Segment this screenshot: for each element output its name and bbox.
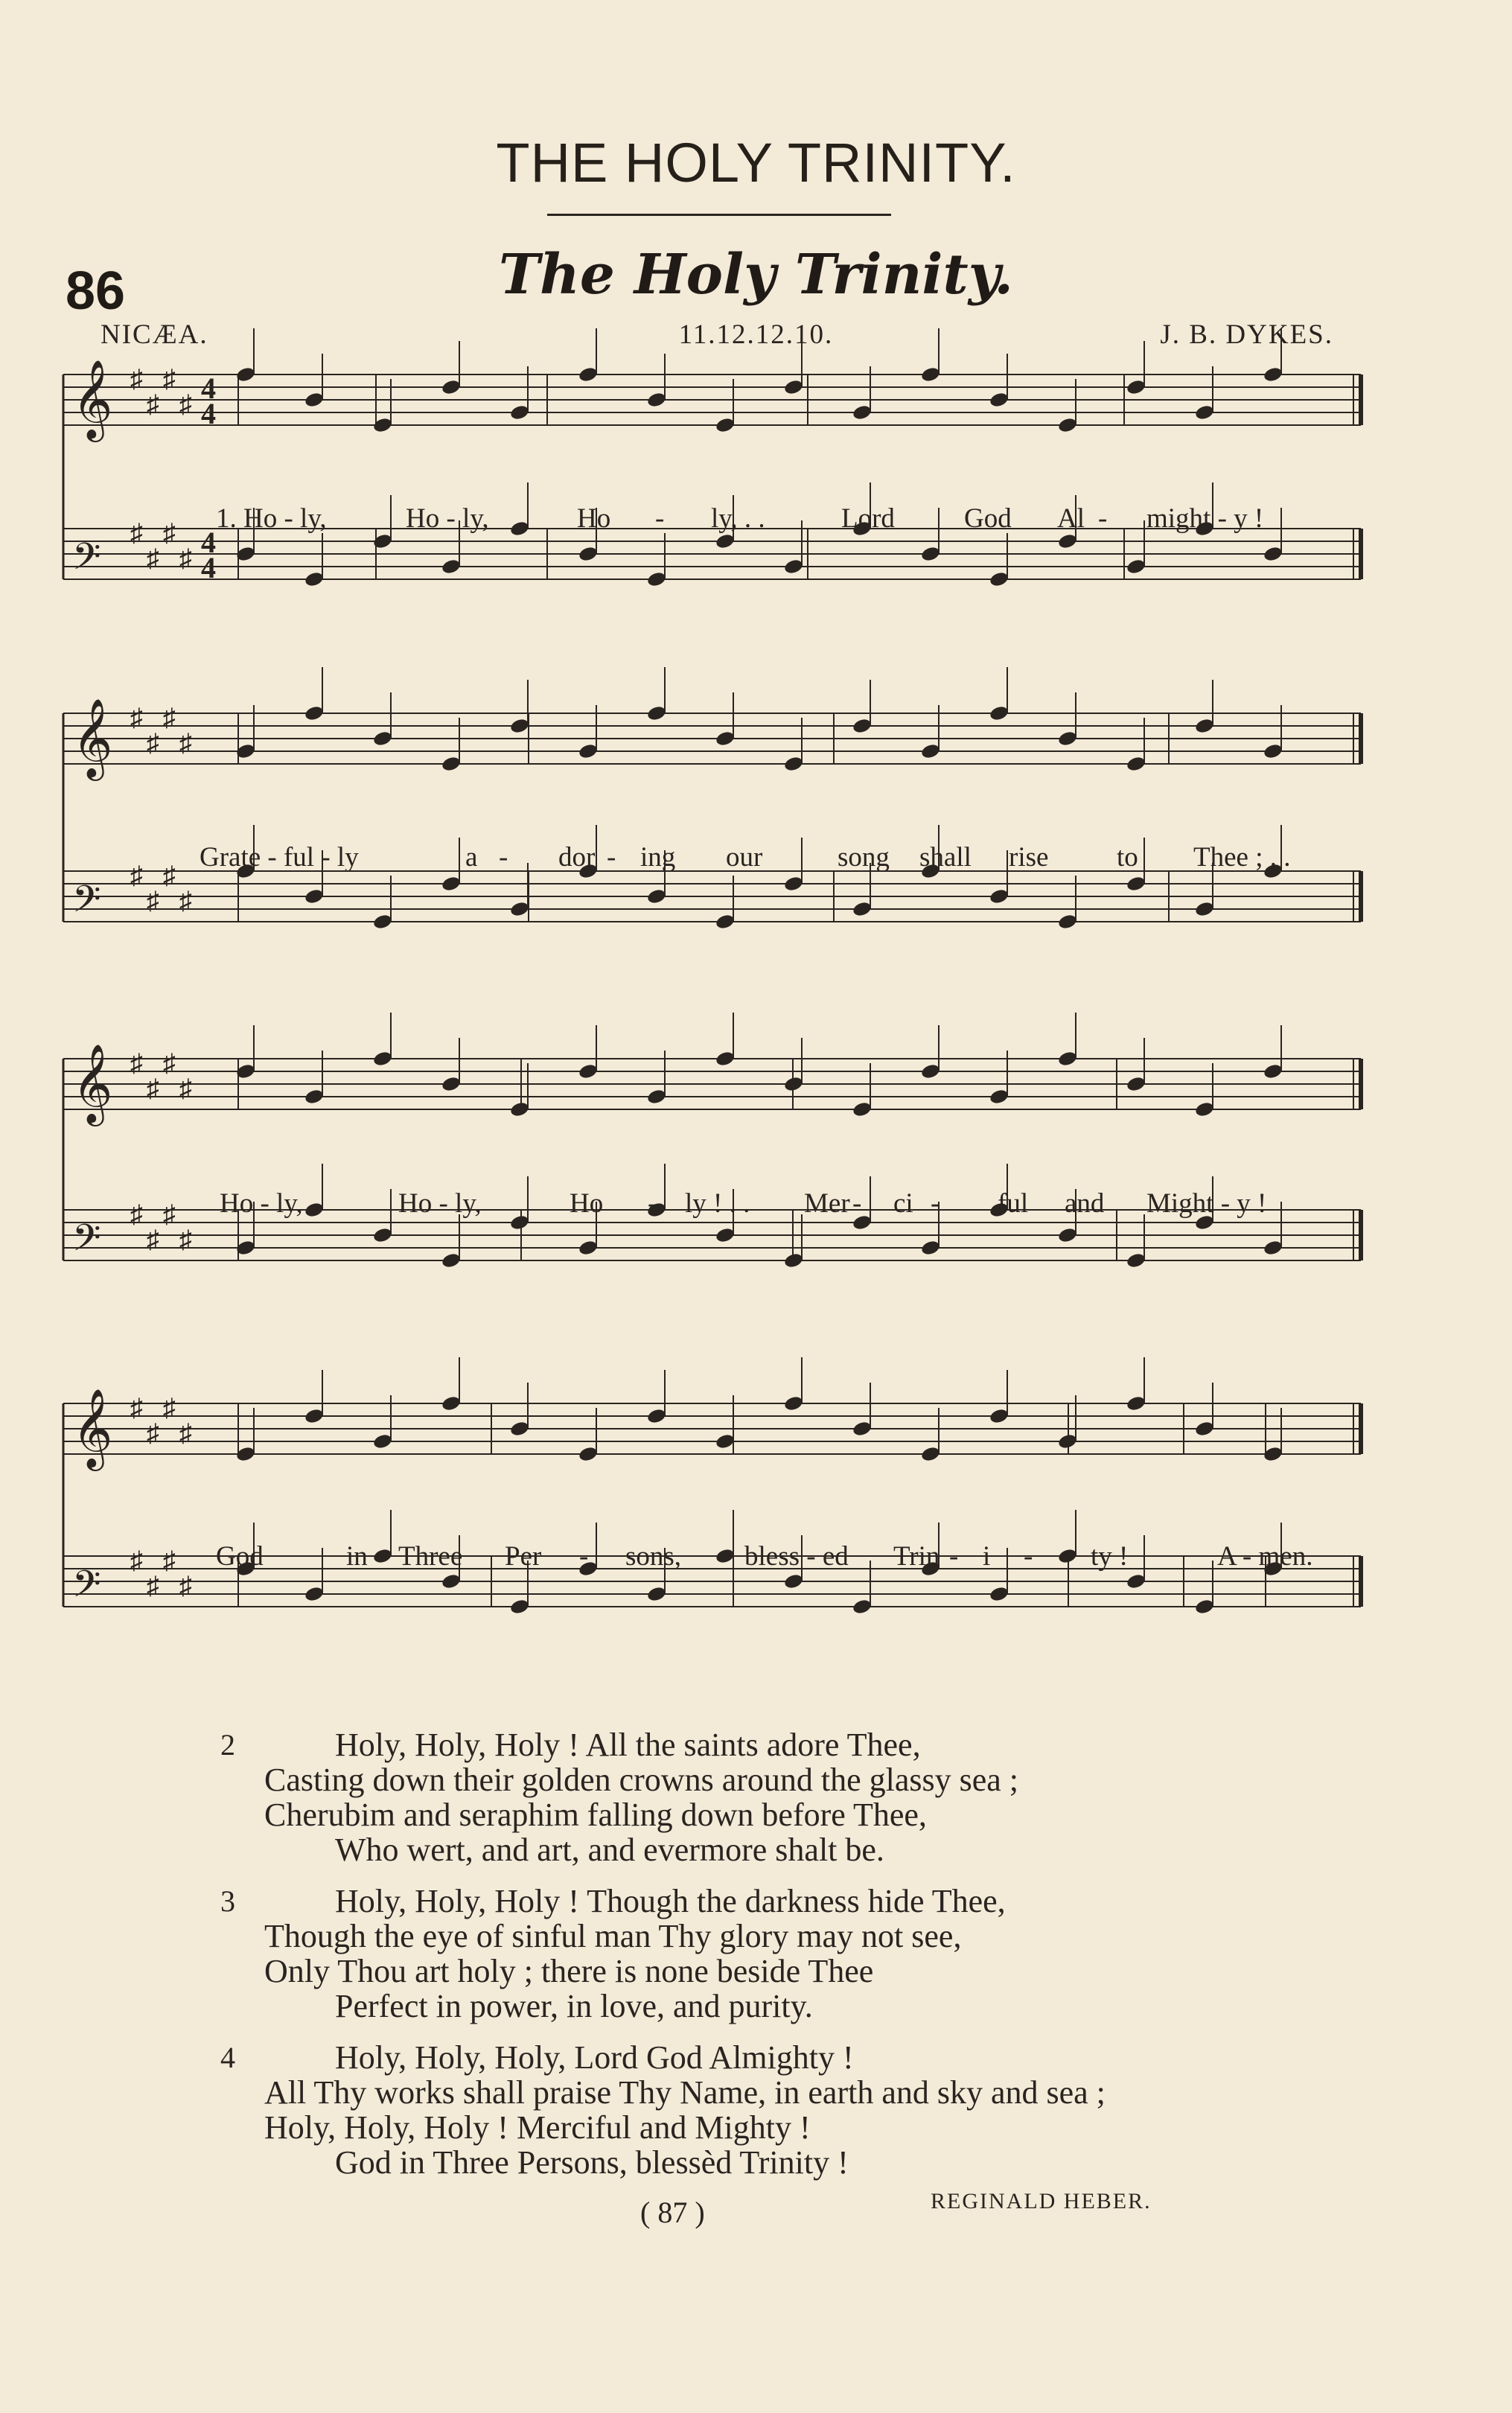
bass-clef-icon: 𝄢 — [72, 1563, 101, 1615]
sharp-icon: ♯ — [179, 1420, 192, 1447]
lyric-syllable: our — [726, 842, 763, 873]
note-head — [1263, 366, 1283, 383]
sharp-icon: ♯ — [130, 366, 143, 393]
lyric-syllable: God — [216, 1541, 264, 1572]
note-head — [1126, 875, 1146, 892]
note-head — [646, 391, 667, 408]
note-head — [715, 1432, 736, 1450]
tune-name: NICÆA. — [101, 319, 208, 350]
verse-line: Though the eye of sinful man Thy glory may not see, — [264, 1918, 962, 1954]
bass-staff — [63, 482, 1361, 588]
sharp-icon: ♯ — [147, 1420, 159, 1447]
lyric-syllable: - — [1098, 503, 1108, 534]
lyric-syllable: A - men. — [1217, 1541, 1313, 1572]
note-head — [715, 913, 736, 930]
note-head — [1194, 1598, 1215, 1615]
verse-number: 2 — [220, 1728, 235, 1762]
note-head — [783, 1075, 804, 1092]
lyric-syllable: to — [1117, 842, 1138, 873]
note-head — [852, 1420, 873, 1437]
note-head — [989, 570, 1009, 587]
bass-clef-icon: 𝄢 — [72, 1217, 101, 1269]
note-head — [1263, 1239, 1283, 1256]
sharp-icon: ♯ — [130, 520, 143, 547]
sharp-icon: ♯ — [147, 730, 159, 757]
lyric-syllable: Mer — [804, 1188, 850, 1219]
note-head — [920, 1239, 941, 1256]
sharp-icon: ♯ — [147, 391, 159, 418]
note-head — [1263, 742, 1283, 759]
lyric-syllable: - — [579, 1541, 589, 1572]
lyric-syllable: - — [607, 842, 616, 873]
lyric-syllable: - — [1024, 1541, 1033, 1572]
note-head — [920, 366, 941, 383]
lyric-syllable: song — [838, 842, 890, 873]
note-head — [509, 1214, 530, 1231]
lyric-syllable: Ho — [577, 503, 611, 534]
sharp-icon: ♯ — [163, 704, 176, 732]
lyric-syllable: Ho - ly, — [220, 1188, 303, 1219]
verse-line: Holy, Holy, Holy ! Merciful and Mighty ! — [264, 2109, 811, 2146]
note-head — [989, 704, 1009, 721]
note-head — [646, 1585, 667, 1602]
note-head — [578, 742, 599, 759]
page-title: THE HOLY TRINITY. — [496, 132, 1016, 194]
lyric-syllable: ly ! . . — [685, 1188, 750, 1219]
bass-staff — [63, 825, 1361, 931]
lyric-syllable: ly, . . — [711, 503, 765, 534]
note-head — [783, 378, 804, 395]
note-head — [920, 545, 941, 562]
lyric-syllable: ing — [640, 842, 676, 873]
note-head — [646, 570, 667, 587]
treble-staff — [63, 667, 1361, 781]
note-head — [304, 1088, 325, 1105]
note-head — [852, 1598, 873, 1615]
lyric-syllable: ci — [893, 1188, 913, 1219]
sharp-icon: ♯ — [163, 1050, 176, 1077]
note-head — [304, 1407, 325, 1424]
lyric-syllable: Thee ; . . — [1193, 842, 1291, 873]
note-head — [304, 704, 325, 721]
bass-clef-icon: 𝄢 — [72, 878, 101, 930]
sharp-icon: ♯ — [163, 862, 176, 890]
note-head — [509, 520, 530, 537]
lyric-syllable: Lord — [841, 503, 895, 534]
note-head — [304, 570, 325, 587]
note-head — [509, 1598, 530, 1615]
note-head — [509, 1420, 530, 1437]
note-head — [989, 1088, 1009, 1105]
lyric-syllable: Grate - ful - ly — [200, 842, 359, 873]
note-head — [1263, 1062, 1283, 1080]
bass-clef-icon: 𝄢 — [72, 535, 101, 587]
note-head — [989, 391, 1009, 408]
lyric-syllable: Might - y ! — [1146, 1188, 1267, 1219]
treble-staff — [63, 1357, 1361, 1471]
note-head — [304, 1585, 325, 1602]
treble-staff — [63, 328, 1361, 442]
lyric-syllable: rise — [1009, 842, 1049, 873]
verse-line: Only Thou art holy ; there is none beside Thee — [264, 1953, 874, 1989]
sharp-icon: ♯ — [179, 545, 192, 573]
note-head — [715, 730, 736, 747]
lyric-syllable: - — [648, 1188, 657, 1219]
time-signature: 4 — [201, 397, 216, 430]
note-head — [783, 558, 804, 575]
note-head — [441, 875, 462, 892]
verses — [220, 1727, 1385, 2196]
hymn-number: 86 — [66, 261, 126, 321]
note-head — [783, 1572, 804, 1590]
lyric-syllable: shall — [919, 842, 972, 873]
lyric-syllable: dor — [558, 842, 596, 873]
lyric-syllable: Al — [1057, 503, 1085, 534]
note-head — [578, 1239, 599, 1256]
verse-line: Holy, Holy, Holy ! Though the darkness hide Thee, — [335, 1883, 1006, 1919]
note-head — [920, 1445, 941, 1462]
sharp-icon: ♯ — [163, 1201, 176, 1228]
verse-line: Holy, Holy, Holy, Lord God Almighty ! — [335, 2039, 854, 2076]
sharp-icon: ♯ — [130, 862, 143, 890]
note-head — [441, 1394, 462, 1412]
note-head — [1057, 1547, 1078, 1564]
note-head — [1126, 558, 1146, 575]
lyric-syllable: bless - ed — [744, 1541, 849, 1572]
note-head — [715, 1226, 736, 1243]
note-head — [372, 1050, 393, 1067]
lyric-syllable: - — [949, 1541, 959, 1572]
music-system — [63, 1013, 1361, 1269]
note-head — [1126, 755, 1146, 772]
note-head — [372, 730, 393, 747]
sharp-icon: ♯ — [147, 887, 159, 915]
verse — [220, 1727, 1385, 1868]
note-head — [646, 1407, 667, 1424]
note-head — [989, 887, 1009, 905]
note-head — [304, 391, 325, 408]
sharp-icon: ♯ — [130, 1050, 143, 1077]
note-head — [372, 1226, 393, 1243]
note-head — [646, 887, 667, 905]
note-head — [1194, 900, 1215, 917]
sharp-icon: ♯ — [147, 1075, 159, 1103]
verse-line: God in Three Persons, blessèd Trinity ! — [335, 2144, 849, 2181]
sharp-icon: ♯ — [179, 730, 192, 757]
lyric-syllable: Ho — [570, 1188, 604, 1219]
page-number: ( 87 ) — [640, 2196, 705, 2229]
treble-clef-icon: 𝄞 — [72, 359, 113, 439]
verse-line: Cherubim and seraphim falling down before Thee, — [264, 1797, 927, 1833]
lyric-syllable: Per — [505, 1541, 542, 1572]
sharp-icon: ♯ — [130, 1394, 143, 1422]
lyric-syllable: in — [346, 1541, 368, 1572]
note-head — [441, 1572, 462, 1590]
time-signature: 4 — [201, 551, 216, 584]
note-head — [1057, 1226, 1078, 1243]
hymn-title: The Holy Trinity. — [498, 243, 1013, 307]
sharp-icon: ♯ — [163, 520, 176, 547]
note-head — [509, 717, 530, 734]
note-head — [578, 366, 599, 383]
lyric-syllable: sons, — [625, 1541, 682, 1572]
note-head — [852, 717, 873, 734]
lyric-syllable: - — [931, 1188, 940, 1219]
note-head — [715, 1547, 736, 1564]
lyric-syllable: i — [983, 1541, 991, 1572]
lyric-syllable: ty ! — [1091, 1541, 1129, 1572]
note-head — [1057, 532, 1078, 549]
note-head — [1126, 1075, 1146, 1092]
sharp-icon: ♯ — [179, 1075, 192, 1103]
note-head — [1057, 913, 1078, 930]
sharp-icon: ♯ — [130, 704, 143, 732]
note-head — [989, 1407, 1009, 1424]
note-head — [1057, 1050, 1078, 1067]
note-head — [1057, 730, 1078, 747]
sharp-icon: ♯ — [130, 1201, 143, 1228]
note-head — [1057, 1432, 1078, 1450]
note-head — [646, 1088, 667, 1105]
verse — [220, 2039, 1385, 2181]
sharp-icon: ♯ — [163, 366, 176, 393]
verse-line: Perfect in power, in love, and purity. — [335, 1988, 813, 2024]
lyric-syllable: Trin — [893, 1541, 940, 1572]
verse-line: Casting down their golden crowns around the glassy sea ; — [264, 1762, 1019, 1798]
verse-line: Holy, Holy, Holy ! All the saints adore Thee, — [335, 1727, 921, 1763]
verse-number: 3 — [220, 1884, 235, 1918]
note-head — [783, 1394, 804, 1412]
music-system — [63, 667, 1361, 931]
lyric-syllable: ful — [998, 1188, 1029, 1219]
lyric-syllable: 1. Ho - ly, — [216, 503, 327, 534]
lyric-syllable: - — [655, 503, 665, 534]
note-head — [304, 887, 325, 905]
treble-staff — [63, 1013, 1361, 1126]
composer: J. B. DYKES. — [1160, 319, 1333, 350]
note-head — [715, 1050, 736, 1067]
note-head — [852, 404, 873, 421]
note-head — [715, 532, 736, 549]
note-head — [1126, 1394, 1146, 1412]
time-signature: 4 — [201, 526, 216, 559]
lyric-syllable: - — [852, 1188, 862, 1219]
note-head — [989, 1585, 1009, 1602]
sharp-icon: ♯ — [147, 1226, 159, 1254]
note-head — [1194, 717, 1215, 734]
note-head — [1194, 1420, 1215, 1437]
note-head — [304, 1201, 325, 1218]
lyric-syllable: - — [499, 842, 508, 873]
note-head — [441, 1252, 462, 1269]
lyric-syllable: a — [465, 842, 478, 873]
note-head — [715, 416, 736, 433]
note-head — [578, 1062, 599, 1080]
lyric-syllable: God — [964, 503, 1012, 534]
note-head — [1126, 378, 1146, 395]
note-head — [646, 704, 667, 721]
note-head — [509, 404, 530, 421]
sharp-icon: ♯ — [179, 1226, 192, 1254]
note-head — [509, 1100, 530, 1118]
note-head — [1057, 416, 1078, 433]
note-head — [441, 755, 462, 772]
treble-clef-icon: 𝄞 — [72, 698, 113, 777]
lyric-syllable: might - y ! — [1146, 503, 1264, 534]
sharp-icon: ♯ — [147, 545, 159, 573]
verse-line: All Thy works shall praise Thy Name, in earth and sky and sea ; — [264, 2074, 1106, 2111]
sharp-icon: ♯ — [179, 1572, 192, 1600]
verse-number: 4 — [220, 2041, 235, 2074]
note-head — [1263, 545, 1283, 562]
note-head — [852, 900, 873, 917]
lyric-syllable: and — [1065, 1188, 1105, 1219]
treble-clef-icon: 𝄞 — [72, 1043, 113, 1123]
note-head — [1194, 404, 1215, 421]
lyric-syllable: Ho - ly, — [398, 1188, 482, 1219]
sharp-icon: ♯ — [179, 391, 192, 418]
sharp-icon: ♯ — [163, 1547, 176, 1575]
note-head — [441, 558, 462, 575]
note-head — [852, 1100, 873, 1118]
note-head — [783, 1252, 804, 1269]
sharp-icon: ♯ — [147, 1572, 159, 1600]
note-head — [372, 1432, 393, 1450]
sharp-icon: ♯ — [163, 1394, 176, 1422]
note-head — [920, 742, 941, 759]
note-head — [372, 913, 393, 930]
music-system — [63, 328, 1361, 588]
lyric-syllable: Three — [398, 1541, 463, 1572]
note-head — [1126, 1252, 1146, 1269]
meter: 11.12.12.10. — [678, 319, 834, 350]
lyric-syllable: Ho - ly, — [406, 503, 489, 534]
note-head — [441, 378, 462, 395]
note-head — [1126, 1572, 1146, 1590]
note-head — [441, 1075, 462, 1092]
author: REGINALD HEBER. — [931, 2189, 1152, 2213]
verse-line: Who wert, and art, and evermore shalt be. — [335, 1832, 884, 1868]
sharp-icon: ♯ — [130, 1547, 143, 1575]
note-head — [372, 1547, 393, 1564]
note-head — [783, 875, 804, 892]
note-head — [783, 755, 804, 772]
treble-clef-icon: 𝄞 — [72, 1388, 113, 1467]
time-signature: 4 — [201, 372, 216, 405]
music-system — [63, 1357, 1361, 1616]
note-head — [1194, 1100, 1215, 1118]
note-head — [509, 900, 530, 917]
note-head — [578, 1445, 599, 1462]
sharp-icon: ♯ — [179, 887, 192, 915]
note-head — [920, 1062, 941, 1080]
verse — [220, 1883, 1385, 2024]
note-head — [578, 545, 599, 562]
